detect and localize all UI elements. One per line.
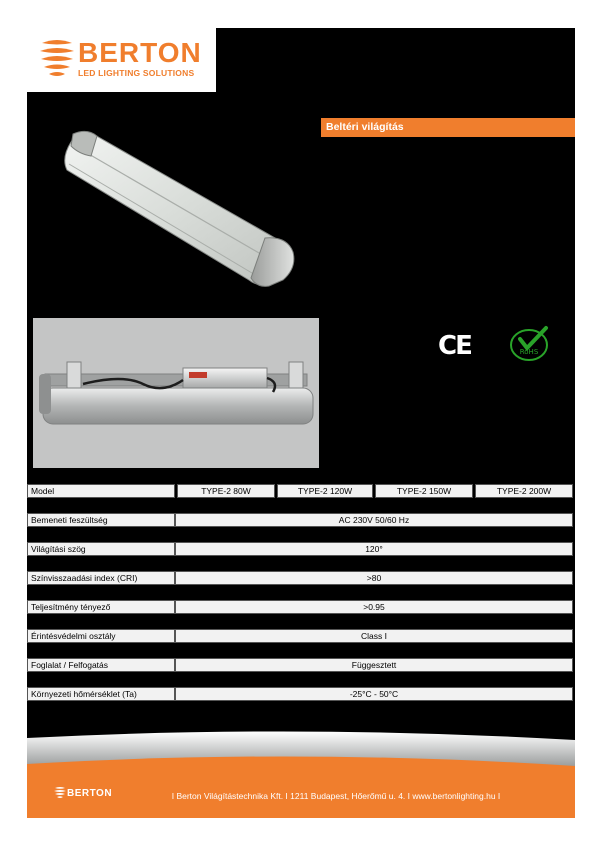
rohs-label: RoHS <box>519 348 539 356</box>
table-row <box>27 629 575 643</box>
model-column-120w: TYPE-2 120W <box>277 484 373 498</box>
spec-label: Foglalat / Felfogatás <box>27 658 175 672</box>
driver-illustration <box>33 318 319 468</box>
table-row <box>27 658 575 672</box>
spec-value: -25°C - 50°C <box>175 687 573 701</box>
footer-contact-text <box>27 791 575 801</box>
brand-name: BERTON <box>78 37 202 68</box>
table-row <box>27 571 575 585</box>
footer-swoosh <box>27 730 575 818</box>
model-column-150w: TYPE-2 150W <box>375 484 473 498</box>
spec-value: Függesztett <box>175 658 573 672</box>
footer-brand-name: BERTON <box>67 788 113 799</box>
spec-label: Világítási szög <box>27 542 175 556</box>
table-row <box>27 542 575 556</box>
brand-tagline: LED LIGHTING SOLUTIONS <box>78 68 195 78</box>
spec-label: Teljesítmény tényező <box>27 600 175 614</box>
spec-value: 120° <box>175 542 573 556</box>
model-column-80w: TYPE-2 80W <box>177 484 275 498</box>
table-row <box>27 687 575 701</box>
table-row <box>27 600 575 614</box>
brand-logo <box>27 28 216 92</box>
spec-value: >80 <box>175 571 573 585</box>
spec-value: Class I <box>175 629 573 643</box>
page-footer <box>27 730 575 818</box>
spec-label: Környezeti hőmérséklet (Ta) <box>27 687 175 701</box>
ce-mark-icon: CE <box>438 331 471 361</box>
header-model-label: Model <box>27 484 175 498</box>
spec-label: Érintésvédelmi osztály <box>27 629 175 643</box>
spec-value: >0.95 <box>175 600 573 614</box>
spec-label: Színvisszaadási index (CRI) <box>27 571 175 585</box>
product-photo-luminaire <box>61 120 301 290</box>
spec-label: Bemeneti feszültség <box>27 513 175 527</box>
rohs-check-icon <box>508 324 552 364</box>
product-photo-driver <box>33 318 319 468</box>
spec-value: AC 230V 50/60 Hz <box>175 513 573 527</box>
table-header-row <box>27 484 575 498</box>
model-column-200w: TYPE-2 200W <box>475 484 573 498</box>
table-row <box>27 513 575 527</box>
datasheet-page <box>27 28 575 818</box>
swirl-logo-icon <box>38 37 76 81</box>
category-title: Beltéri világítás <box>321 118 575 137</box>
footer-address: I Berton Világítástechnika Kft. I 1211 Budapest, Hőerőmű u. 4. I www.bertonlighting.hu I <box>171 791 501 801</box>
